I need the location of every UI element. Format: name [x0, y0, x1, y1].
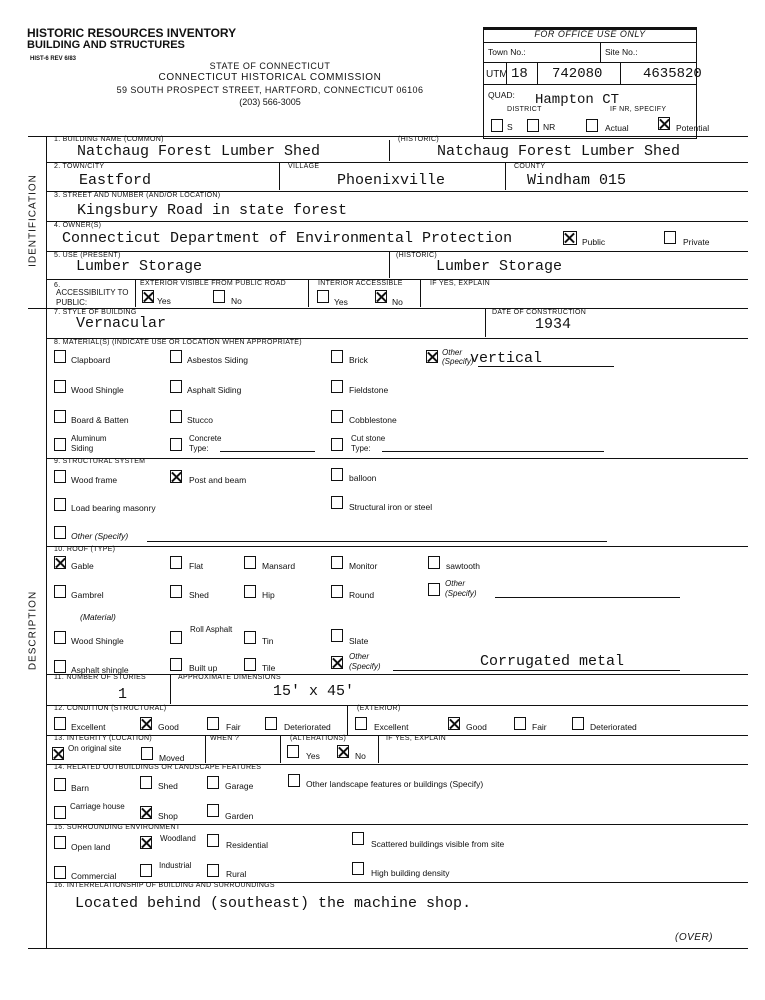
roof-shed-checkbox[interactable]: [170, 585, 182, 598]
outbuilding-shop-checkbox[interactable]: [140, 806, 152, 819]
mansard-label: Mansard: [262, 561, 296, 571]
ext-visible-label: EXTERIOR VISIBLE FROM PUBLIC ROAD: [140, 280, 287, 287]
exterior-excellent-label: Excellent: [374, 722, 409, 732]
building-name-label: 1. BUILDING NAME (COMMON): [54, 136, 164, 143]
monitor-checkbox[interactable]: [331, 556, 343, 569]
open-land-checkbox[interactable]: [54, 836, 66, 849]
hip-checkbox[interactable]: [244, 585, 256, 598]
garden-checkbox[interactable]: [207, 804, 219, 817]
roof-material-other-label: Other (Specify): [349, 652, 381, 671]
flat-checkbox[interactable]: [170, 556, 182, 569]
asbestos-label: Asbestos Siding: [187, 355, 248, 365]
structural-deteriorated-checkbox[interactable]: [265, 717, 277, 730]
building-historic-name: Natchaug Forest Lumber Shed: [437, 143, 681, 160]
structural-deteriorated-label: Deteriorated: [284, 722, 331, 732]
sawtooth-label: sawtooth: [446, 561, 481, 571]
village-label: VILLAGE: [288, 163, 320, 170]
town-label: 2. TOWN/CITY: [54, 163, 105, 170]
int-no-label: No: [392, 297, 403, 307]
integrity-label: 13. INTEGRITY (LOCATION): [54, 735, 152, 742]
other-landscape-checkbox[interactable]: [288, 774, 300, 787]
cutstone-label: Cut stone Type:: [351, 434, 386, 453]
use-historic-label: (HISTORIC): [396, 252, 437, 259]
wood-frame-checkbox[interactable]: [54, 470, 66, 483]
round-checkbox[interactable]: [331, 585, 343, 598]
form-title: HISTORIC RESOURCES INVENTORY: [27, 26, 237, 40]
commercial-checkbox[interactable]: [54, 866, 66, 879]
clapboard-label: Clapboard: [71, 355, 111, 365]
high-density-checkbox[interactable]: [352, 862, 364, 875]
surrounding-label: 15. SURROUNDING ENVIRONMENT: [54, 824, 181, 831]
other-landscape-label: Other landscape features or buildings (Specify): [306, 779, 484, 789]
roof-material-label: (Material): [80, 612, 116, 622]
condition-exterior-label: (EXTERIOR): [357, 705, 401, 712]
board-batten-label: Board & Batten: [71, 415, 129, 425]
exterior-fair-label: Fair: [532, 722, 547, 732]
stories-label: 11. NUMBER OF STORIES: [54, 674, 147, 681]
monitor-label: Monitor: [349, 561, 378, 571]
int-yes-label: Yes: [334, 297, 348, 307]
barn-checkbox[interactable]: [54, 778, 66, 791]
structural-good-checkbox[interactable]: [140, 717, 152, 730]
description-side-label: DESCRIPTION: [27, 590, 39, 671]
scattered-label: Scattered buildings visible from site: [371, 839, 505, 849]
utm-northing: 4635820: [643, 66, 702, 82]
aluminum-checkbox[interactable]: [54, 438, 66, 451]
woodland-checkbox[interactable]: [140, 836, 152, 849]
post-beam-checkbox[interactable]: [170, 470, 182, 483]
garage-checkbox[interactable]: [207, 776, 219, 789]
built-up-label: Built up: [189, 663, 218, 673]
cutstone-checkbox[interactable]: [331, 438, 343, 451]
residential-checkbox[interactable]: [207, 834, 219, 847]
form-subtitle: BUILDING AND STRUCTURES: [27, 39, 185, 51]
district-nr-label: NR: [543, 122, 556, 132]
material-other-checkbox[interactable]: [426, 350, 438, 363]
district-nr-checkbox[interactable]: [527, 119, 539, 132]
exterior-excellent-checkbox[interactable]: [355, 717, 367, 730]
office-title: FOR OFFICE USE ONLY: [534, 29, 646, 39]
actual-checkbox[interactable]: [586, 119, 598, 132]
roll-asphalt-label: Roll Asphalt: [190, 625, 233, 634]
form-id: HIST-6 REV 6/83: [30, 56, 77, 62]
balloon-checkbox[interactable]: [331, 468, 343, 481]
owner-label: 4. OWNER(S): [54, 222, 102, 229]
exterior-good-label: Good: [466, 722, 487, 732]
garage-label: Garage: [225, 781, 254, 791]
materials-label: 8. MATERIAL(S) (INDICATE USE OR LOCATION WHEN APPROPRIATE): [54, 339, 302, 346]
exterior-deteriorated-checkbox[interactable]: [572, 717, 584, 730]
structural-excellent-checkbox[interactable]: [54, 717, 66, 730]
slate-checkbox[interactable]: [331, 629, 343, 642]
town-value: Eastford: [79, 172, 152, 189]
board-batten-checkbox[interactable]: [54, 410, 66, 423]
int-no-checkbox[interactable]: [375, 290, 387, 303]
public-label: Public: [582, 237, 606, 247]
high-density-label: High building density: [371, 868, 450, 878]
state-name: STATE OF CONNECTICUT: [209, 61, 331, 71]
exterior-fair-checkbox[interactable]: [514, 717, 526, 730]
use-present-value: Lumber Storage: [76, 258, 203, 275]
street-value: Kingsbury Road in state forest: [77, 202, 348, 219]
dimensions-value: 15' x 45': [273, 683, 355, 700]
original-site-checkbox[interactable]: [52, 747, 64, 760]
gable-checkbox[interactable]: [54, 556, 66, 569]
asbestos-checkbox[interactable]: [170, 350, 182, 363]
stories-value: 1: [118, 686, 128, 703]
ext-no-checkbox[interactable]: [213, 290, 225, 303]
style-value: Vernacular: [76, 315, 167, 332]
asphalt-siding-checkbox[interactable]: [170, 380, 182, 393]
tin-checkbox[interactable]: [244, 631, 256, 644]
fieldstone-label: Fieldstone: [349, 385, 389, 395]
village-value: Phoenixville: [337, 172, 446, 189]
identification-side-label: IDENTIFICATION: [27, 174, 39, 267]
roof-wood-shingle-checkbox[interactable]: [54, 631, 66, 644]
balloon-label: balloon: [349, 473, 377, 483]
gable-label: Gable: [71, 561, 94, 571]
moved-label: Moved: [159, 753, 185, 763]
utm-label: UTM: [486, 69, 508, 80]
if-nr-label: IF NR, SPECIFY: [610, 106, 667, 113]
potential-label: Potential: [676, 123, 710, 133]
county-label: COUNTY: [514, 163, 546, 170]
quad-label: QUAD:: [488, 90, 515, 100]
interrelationship-label: 16. INTERRELATIONSHIP OF BUILDING AND SURROUNDINGS: [54, 882, 275, 889]
post-beam-label: Post and beam: [189, 475, 247, 485]
cobblestone-label: Cobblestone: [349, 415, 397, 425]
iron-steel-label: Structural iron or steel: [349, 502, 433, 512]
town-no-label: Town No.:: [488, 47, 526, 57]
building-common-name: Natchaug Forest Lumber Shed: [77, 143, 321, 160]
structural-other-label: Other (Specify): [71, 531, 129, 541]
material-other-label: Other (Specify): [442, 348, 474, 366]
building-name-historic-label: (HISTORIC): [398, 136, 439, 143]
when-label: WHEN ?: [210, 735, 240, 742]
ext-no-label: No: [231, 296, 242, 306]
outbuilding-shop-label: Shop: [158, 811, 178, 821]
barn-label: Barn: [71, 783, 89, 793]
date-label: DATE OF CONSTRUCTION: [492, 309, 587, 316]
load-bearing-label: Load bearing masonry: [71, 503, 156, 513]
alter-yes-label: Yes: [306, 751, 320, 761]
actual-label: Actual: [605, 123, 629, 133]
roof-shed-label: Shed: [189, 590, 209, 600]
structural-good-label: Good: [158, 722, 179, 732]
integrity-ifyes-label: IF YES, EXPLAIN: [386, 735, 447, 742]
access-label: ACCESSIBILITY TO PUBLIC:: [56, 288, 129, 307]
moved-checkbox[interactable]: [141, 747, 153, 760]
asphalt-shingle-checkbox[interactable]: [54, 660, 66, 673]
asphalt-shingle-label: Asphalt shingle: [71, 665, 129, 675]
asphalt-siding-label: Asphalt Siding: [187, 385, 242, 395]
gambrel-checkbox[interactable]: [54, 585, 66, 598]
district-label: DISTRICT: [507, 106, 542, 113]
open-land-label: Open land: [71, 842, 111, 852]
hip-label: Hip: [262, 590, 275, 600]
industrial-checkbox[interactable]: [140, 864, 152, 877]
flat-label: Flat: [189, 561, 204, 571]
roof-label: 10. ROOF (TYPE): [54, 546, 116, 553]
concrete-checkbox[interactable]: [170, 438, 182, 451]
commission-name: CONNECTICUT HISTORICAL COMMISSION: [158, 72, 382, 83]
clapboard-checkbox[interactable]: [54, 350, 66, 363]
district-s-checkbox[interactable]: [491, 119, 503, 132]
public-checkbox[interactable]: [563, 231, 577, 245]
structural-fair-label: Fair: [226, 722, 241, 732]
iron-steel-checkbox[interactable]: [331, 496, 343, 509]
roof-wood-shingle-label: Wood Shingle: [71, 636, 124, 646]
wood-frame-label: Wood frame: [71, 475, 118, 485]
access-ifyes-label: IF YES, EXPLAIN: [430, 280, 491, 287]
roof-material-other-value: Corrugated metal: [480, 653, 625, 670]
carriage-house-label: Carriage house: [70, 802, 125, 811]
roll-asphalt-checkbox[interactable]: [170, 631, 182, 644]
roof-material-other-checkbox[interactable]: [331, 656, 343, 669]
style-label: 7. STYLE OF BUILDING: [54, 309, 137, 316]
concrete-label: Concrete Type:: [189, 434, 222, 453]
interrelationship-value: Located behind (southeast) the machine shop.: [75, 895, 472, 912]
owner-value: Connecticut Department of Environmental Protection: [62, 230, 513, 247]
site-no-label: Site No.:: [605, 47, 638, 57]
stucco-checkbox[interactable]: [170, 410, 182, 423]
use-historic-value: Lumber Storage: [436, 258, 563, 275]
industrial-label: Industrial: [159, 861, 192, 870]
outbuilding-shed-label: Shed: [158, 781, 178, 791]
built-up-checkbox[interactable]: [170, 658, 182, 671]
stucco-label: Stucco: [187, 415, 213, 425]
sawtooth-checkbox[interactable]: [428, 556, 440, 569]
rural-checkbox[interactable]: [207, 864, 219, 877]
aluminum-label: Aluminum Siding: [71, 434, 107, 453]
quad-value: Hampton CT: [535, 92, 620, 108]
original-site-label: On original site: [68, 744, 122, 753]
commercial-label: Commercial: [71, 871, 117, 881]
condition-label: 12. CONDITION (STRUCTURAL): [54, 705, 167, 712]
ext-yes-checkbox[interactable]: [142, 290, 154, 303]
int-access-label: INTERIOR ACCESSIBLE: [318, 280, 403, 287]
carriage-house-checkbox[interactable]: [54, 806, 66, 819]
mansard-checkbox[interactable]: [244, 556, 256, 569]
structural-other-checkbox[interactable]: [54, 526, 66, 539]
gambrel-label: Gambrel: [71, 590, 104, 600]
outbuilding-shed-checkbox[interactable]: [140, 776, 152, 789]
utm-easting: 742080: [552, 66, 603, 82]
woodland-label: Woodland: [160, 834, 196, 843]
tin-label: Tin: [262, 636, 274, 646]
structural-excellent-label: Excellent: [71, 722, 106, 732]
slate-label: Slate: [349, 636, 369, 646]
utm-zone: 18: [511, 66, 528, 82]
exterior-deteriorated-label: Deteriorated: [590, 722, 637, 732]
private-label: Private: [683, 237, 710, 247]
brick-checkbox[interactable]: [331, 350, 343, 363]
structural-fair-checkbox[interactable]: [207, 717, 219, 730]
exterior-good-checkbox[interactable]: [448, 717, 460, 730]
tile-checkbox[interactable]: [244, 658, 256, 671]
scattered-checkbox[interactable]: [352, 832, 364, 845]
use-label: 5. USE (PRESENT): [54, 252, 121, 259]
over-label: (OVER): [675, 932, 713, 943]
fieldstone-checkbox[interactable]: [331, 380, 343, 393]
wood-shingle-label: Wood Shingle: [71, 385, 124, 395]
street-label: 3. STREET AND NUMBER (AND/OR LOCATION): [54, 192, 221, 199]
ext-yes-label: Yes: [157, 296, 171, 306]
date-value: 1934: [535, 316, 572, 333]
roof-other-checkbox[interactable]: [428, 583, 440, 596]
garden-label: Garden: [225, 811, 254, 821]
brick-label: Brick: [349, 355, 368, 365]
alter-yes-checkbox[interactable]: [287, 745, 299, 758]
alterations-label: (ALTERATIONS): [290, 735, 347, 742]
tile-label: Tile: [262, 663, 276, 673]
structural-label: 9. STRUCTURAL SYSTEM: [54, 458, 146, 465]
residential-label: Residential: [226, 840, 269, 850]
cobblestone-checkbox[interactable]: [331, 410, 343, 423]
access-number: 6.: [54, 282, 61, 289]
round-label: Round: [349, 590, 375, 600]
district-s-label: S: [507, 122, 513, 132]
roof-other-label: Other (Specify): [445, 579, 477, 598]
county-value: Windham 015: [527, 172, 627, 189]
alter-no-checkbox[interactable]: [337, 745, 349, 758]
commission-phone: (203) 566-3005: [239, 97, 301, 107]
potential-checkbox[interactable]: [658, 117, 670, 130]
alter-no-label: No: [355, 751, 366, 761]
wood-shingle-checkbox[interactable]: [54, 380, 66, 393]
load-bearing-checkbox[interactable]: [54, 498, 66, 511]
related-label: 14. RELATED OUTBUILDINGS OR LANDSCAPE FEATURES: [54, 764, 262, 771]
rural-label: Rural: [226, 869, 247, 879]
dimensions-label: APPROXIMATE DIMENSIONS: [178, 674, 281, 681]
int-yes-checkbox[interactable]: [317, 290, 329, 303]
private-checkbox[interactable]: [664, 231, 676, 244]
material-other-value: vertical: [470, 350, 543, 367]
commission-address: 59 SOUTH PROSPECT STREET, HARTFORD, CONNECTICUT 06106: [116, 85, 424, 95]
